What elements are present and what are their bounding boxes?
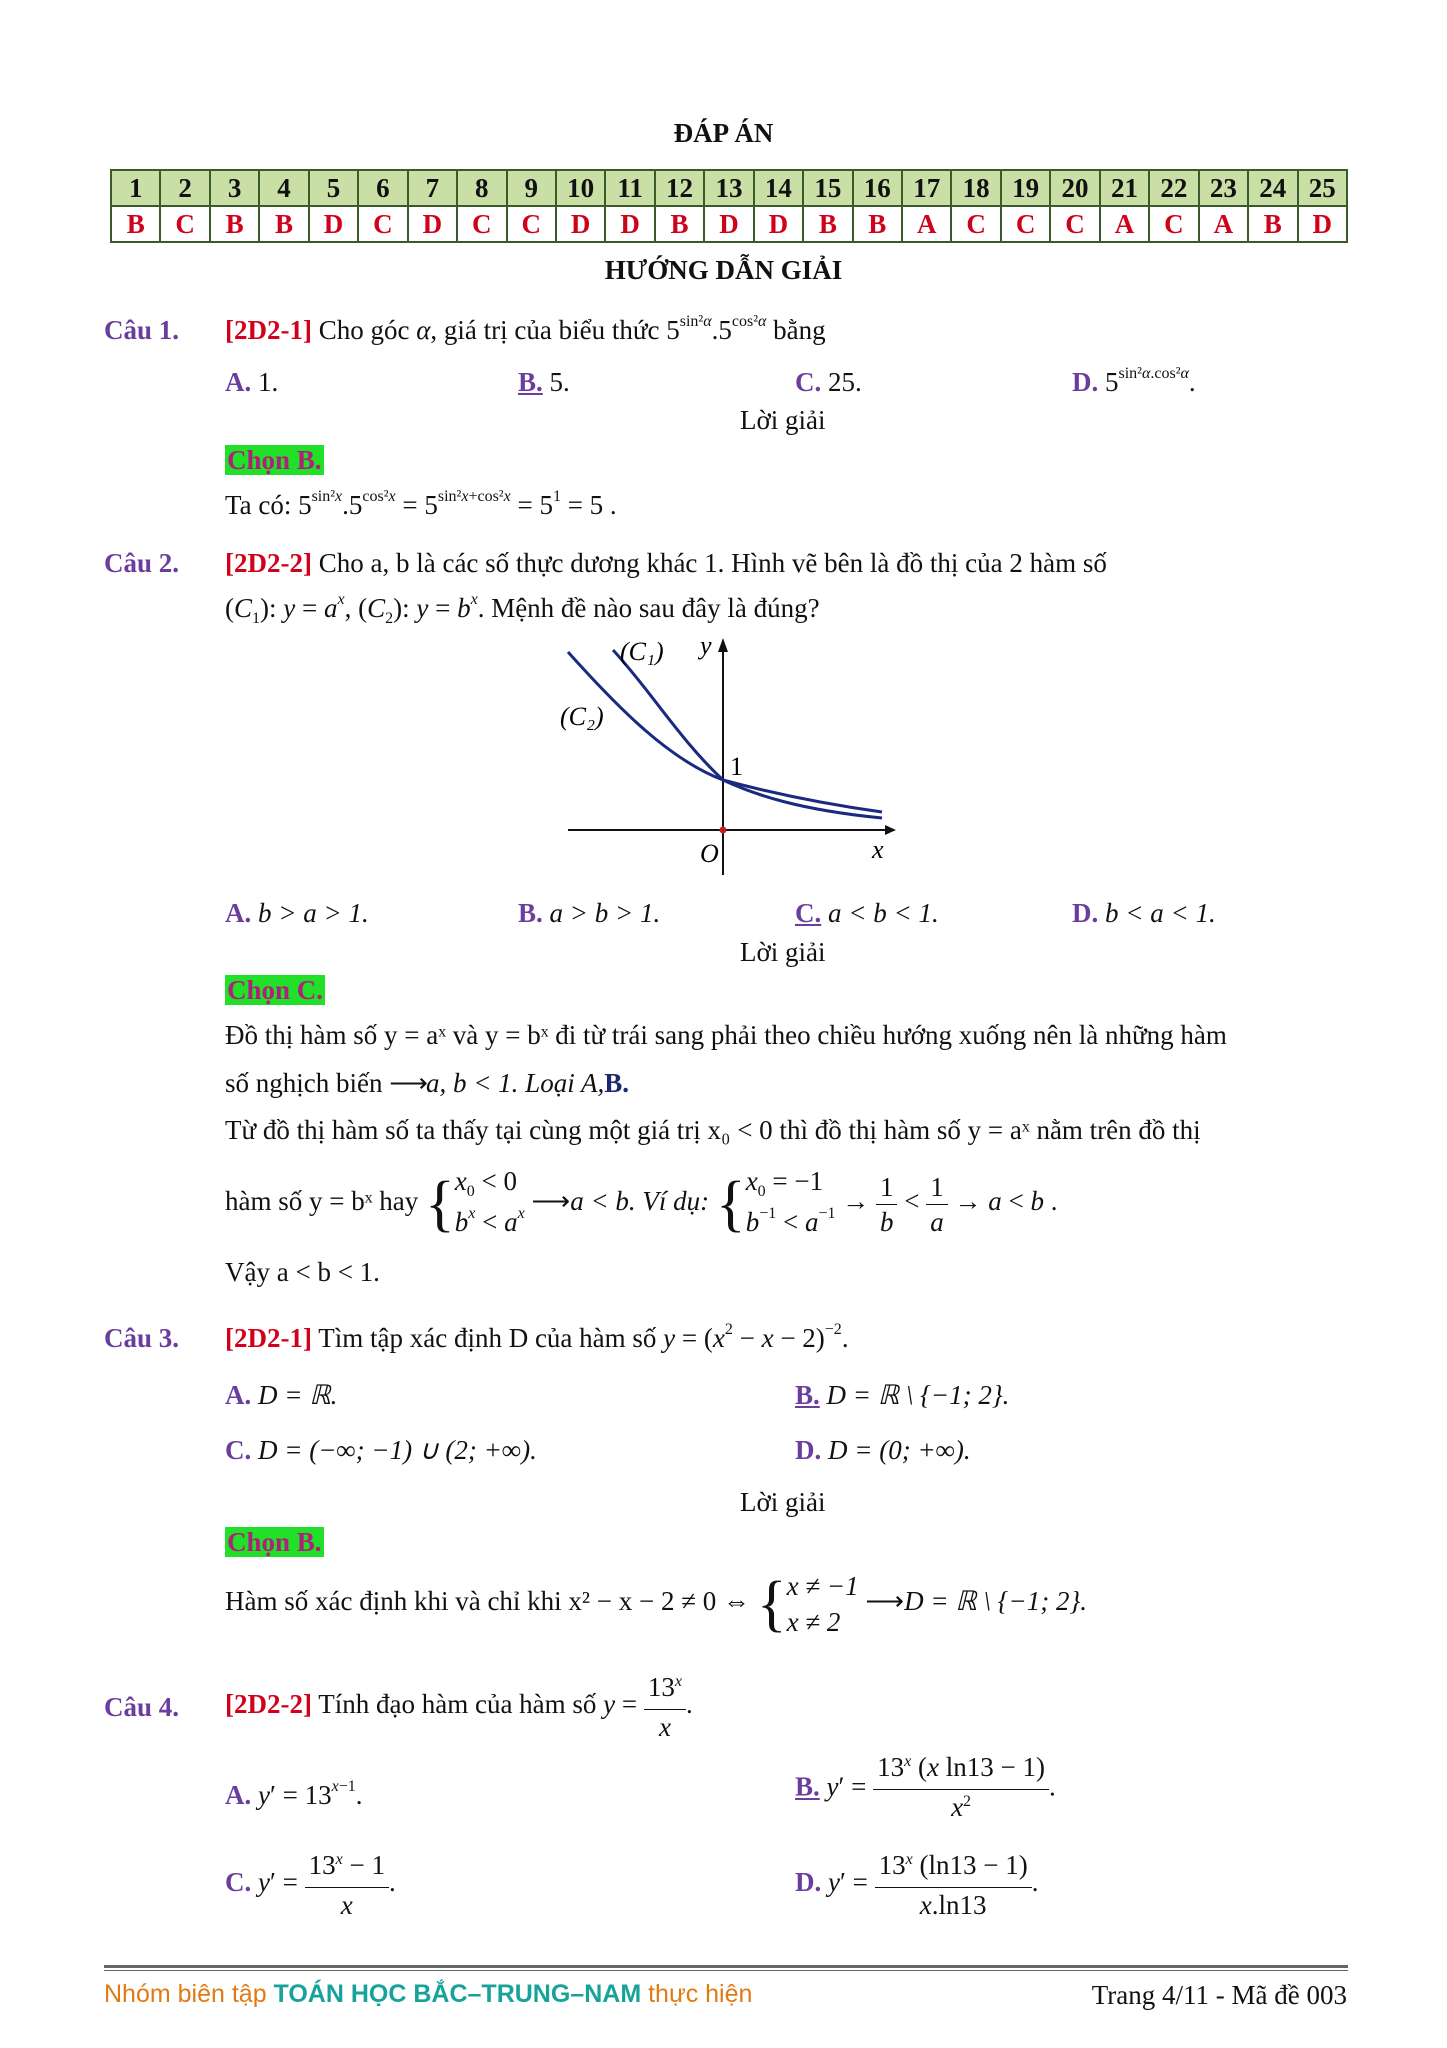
answer-table <box>110 169 1348 243</box>
stem-text: , giá trị của biểu thức <box>430 315 667 345</box>
function-graph <box>560 630 900 880</box>
curve-c1 <box>613 650 882 818</box>
answer-number-cell: 11 <box>605 170 654 206</box>
answer-number-cell: 15 <box>803 170 852 206</box>
solution-line: Đồ thị hàm số y = aˣ và y = bˣ đi từ trái sang phải theo chiều hướng xuống nên là những hàm <box>225 1020 1227 1050</box>
curve-c2 <box>568 652 882 812</box>
guide-title: HƯỚNG DẪN GIẢI <box>604 255 843 285</box>
answer-key-cell: C <box>457 206 506 242</box>
answer-key-cell: D <box>1298 206 1348 242</box>
solution-line: hàm số y = bˣ hay {$x_0 < 0$ $b^x < a^x$ ⟶a < b. Ví dụ: {$x_0 = -1$ $b^{-1} < a^{-1}$ → $\frac{1}{b}$ < $\frac{1}{a}$ → a < b . <box>225 1166 1058 1238</box>
answer-number-cell: 21 <box>1100 170 1149 206</box>
answer-number-cell: 16 <box>853 170 902 206</box>
alpha-symbol: α <box>416 315 431 345</box>
answer-key-cell: B <box>111 206 160 242</box>
answer-number-cell: 23 <box>1199 170 1248 206</box>
answer-key-cell: A <box>1100 206 1149 242</box>
answer-number-cell: 9 <box>507 170 556 206</box>
answer-number-cell: 24 <box>1248 170 1297 206</box>
answer-key-cell: D <box>605 206 654 242</box>
option-c[interactable]: C. y′ = $\frac{13^x - 1}{x}$ . <box>225 1850 396 1920</box>
label-c1: (C₁) <box>620 637 664 666</box>
option-a[interactable]: A. D = ℝ. <box>225 1380 338 1410</box>
question-2-stem-2: $(C_1)$: $y = a^x$, $(C_2)$: $y = b^x$. Mệnh đề nào sau đây là đúng? <box>225 591 820 627</box>
answer-number-cell: 5 <box>309 170 358 206</box>
answer-key-cell: D <box>556 206 605 242</box>
label-x: x <box>872 835 884 864</box>
question-3-stem: [2D2-1] Tìm tập xác định D của hàm số $y = (x^2 - x - 2)^{-2}$. <box>225 1321 849 1353</box>
answer-number-cell: 14 <box>754 170 803 206</box>
option-a[interactable]: A. b > a > 1. <box>225 898 369 928</box>
question-2-stem: [2D2-2] Cho a, b là các số thực dương khác 1. Hình vẽ bên là đồ thị của 2 hàm số <box>225 548 1107 578</box>
solution-line: số nghịch biến ⟶a, b < 1. Loại A,B. <box>225 1068 629 1098</box>
option-d[interactable]: D. D = (0; +∞). <box>795 1435 971 1465</box>
answer-number-cell: 4 <box>259 170 308 206</box>
answer-number-cell: 1 <box>111 170 160 206</box>
answer-key-cell: C <box>160 206 209 242</box>
answer-number-cell: 20 <box>1050 170 1099 206</box>
answer-number-cell: 18 <box>951 170 1000 206</box>
answer-number-cell: 13 <box>704 170 753 206</box>
answer-number-cell: 2 <box>160 170 209 206</box>
answer-number-row <box>111 170 1347 206</box>
origin-point <box>720 827 727 834</box>
question-3: Câu 3. <box>104 1323 180 1353</box>
solution-conclusion: Vậy a < b < 1. <box>225 1257 380 1287</box>
answer-key-cell: C <box>358 206 407 242</box>
label-y: y <box>700 631 712 660</box>
chosen-answer: Chọn C. <box>227 975 324 1005</box>
footer-divider <box>104 1965 1348 1968</box>
answer-key-cell: B <box>1248 206 1297 242</box>
answer-key-cell: C <box>1050 206 1099 242</box>
label-one: 1 <box>730 752 743 781</box>
answer-number-cell: 6 <box>358 170 407 206</box>
answer-key-cell: A <box>1199 206 1248 242</box>
question-1 <box>104 315 179 346</box>
solution-line: Ta có: $5^{sin^2x}.5^{cos^2x} = 5^{sin^2x+cos^2x} = 5^1 = 5$ . <box>225 488 617 520</box>
solution-line: Từ đồ thị hàm số ta thấy tại cùng một giá trị x₀ < 0 thì đồ thị hàm số y = aˣ nằm trên đồ thị <box>225 1115 1201 1145</box>
option-d[interactable]: D. y′ = $\frac{13^x (\ln 13 - 1)}{x.\ln 13}$ . <box>795 1850 1039 1920</box>
answer-number-cell: 12 <box>655 170 704 206</box>
answer-number-cell: 25 <box>1298 170 1348 206</box>
option-c[interactable]: C. D = (−∞; −1) ∪ (2; +∞). <box>225 1435 537 1465</box>
answer-key-cell: B <box>853 206 902 242</box>
option-a[interactable]: A. 1. <box>225 367 279 397</box>
page-number: Trang 4/11 - Mã đề 003 <box>1091 1980 1347 2010</box>
answer-key-cell: C <box>1001 206 1050 242</box>
answer-number-cell: 7 <box>408 170 457 206</box>
x-axis-arrow <box>885 825 896 835</box>
question-4-stem: [2D2-2] Tính đạo hàm của hàm số y = $\frac{13^x}{x}$ . <box>225 1672 693 1742</box>
answer-key-cell: C <box>951 206 1000 242</box>
answer-number-cell: 3 <box>210 170 259 206</box>
option-a[interactable]: A. $y' = 13^{x-1}$. <box>225 1778 363 1810</box>
answer-key-cell: D <box>704 206 753 242</box>
option-b[interactable]: B. a > b > 1. <box>518 898 661 928</box>
stem-text: bằng <box>766 315 826 345</box>
chosen-answer: Chọn B. <box>227 1527 322 1557</box>
answer-key-cell: C <box>507 206 556 242</box>
answer-key-cell: B <box>803 206 852 242</box>
option-b[interactable]: B. D = ℝ \ {−1; 2}. <box>795 1380 1010 1410</box>
option-d[interactable]: D. b < a < 1. <box>1072 898 1216 928</box>
chosen-answer: Chọn B. <box>227 445 322 475</box>
answer-key-cell: D <box>754 206 803 242</box>
question-2: Câu 2. <box>104 548 180 578</box>
solution-heading: Lời giải <box>740 1487 826 1517</box>
answer-number-cell: 17 <box>902 170 951 206</box>
answer-key-cell: D <box>309 206 358 242</box>
answer-key-cell: A <box>902 206 951 242</box>
option-b[interactable]: B. y′ = $\frac{13^x (x \ln 13 - 1)}{x^2}$ . <box>795 1752 1056 1822</box>
answer-key-cell: D <box>408 206 457 242</box>
answer-title: ĐÁP ÁN <box>673 118 774 148</box>
stem-text: Cho góc <box>311 315 417 345</box>
solution-heading: Lời giải <box>740 405 826 435</box>
answer-number-cell: 22 <box>1149 170 1198 206</box>
question-tag: [2D2-1] <box>225 315 312 345</box>
answer-key-cell: B <box>259 206 308 242</box>
answer-key-cell: C <box>1149 206 1198 242</box>
label-origin: O <box>700 839 719 868</box>
answer-number-cell: 10 <box>556 170 605 206</box>
answer-number-cell: 8 <box>457 170 506 206</box>
question-4: Câu 4. <box>104 1692 180 1722</box>
option-b[interactable]: B. 5. <box>518 367 570 397</box>
label-c2: (C₂) <box>560 702 604 731</box>
answer-number-cell: 19 <box>1001 170 1050 206</box>
footer-credit: Nhóm biên tập TOÁN HỌC BẮC–TRUNG–NAM thực hiện <box>104 1980 753 2008</box>
answer-key-cell: B <box>210 206 259 242</box>
option-c[interactable]: C. 25. <box>795 367 862 397</box>
footer-divider <box>104 1970 1348 1971</box>
y-axis-arrow <box>718 638 728 652</box>
question-1-stem: [2D2-1] Cho góc α, giá trị của biểu thức $5^{sin^2\alpha}.5^{cos^2\alpha}$ bằng <box>225 313 826 345</box>
answer-key-row <box>111 206 1347 242</box>
solution-heading: Lời giải <box>740 937 826 967</box>
option-c[interactable]: C. a < b < 1. <box>795 898 939 928</box>
question-label: Câu 1. <box>104 315 180 345</box>
answer-key-cell: B <box>655 206 704 242</box>
option-d[interactable]: D. $5^{sin^2\alpha.cos^2\alpha}$. <box>1072 365 1196 397</box>
solution-line: Hàm số xác định khi và chỉ khi x² − x − 2 ≠ 0 ⇔ {x ≠ −1 x ≠ 2 ⟶D = ℝ \ {−1; 2}. <box>225 1570 1087 1638</box>
